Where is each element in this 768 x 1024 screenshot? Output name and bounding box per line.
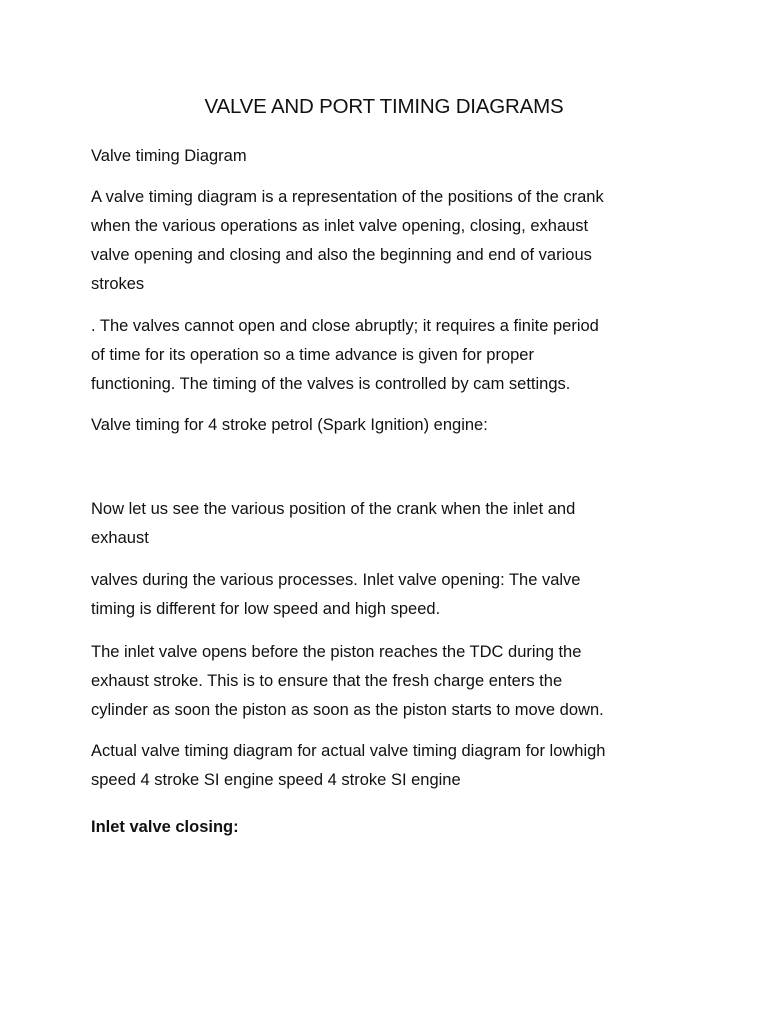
paragraph-valve-operation: . The valves cannot open and close abruptly; it requires a finite period of time for its operation so a time advance is given for proper functioning. The timing of the valves is controlled by cam settings. bbox=[91, 317, 599, 393]
paragraph-inlet-before-tdc: The inlet valve opens before the piston reaches the TDC during the exhaust stroke. This is to ensure that the fresh charge enters the cylinder as soon the piston as soon as the piston starts to move down. bbox=[91, 643, 604, 719]
section-heading: Valve timing Diagram bbox=[91, 147, 247, 165]
paragraph-crank-positions: Now let us see the various position of the crank when the inlet and exhaust bbox=[91, 500, 576, 547]
paragraph-inlet-opening: valves during the various processes. Inlet valve opening: The valve timing is different for low speed and high speed. bbox=[91, 571, 581, 618]
paragraph-petrol-engine: Valve timing for 4 stroke petrol (Spark Ignition) engine: bbox=[91, 416, 488, 434]
page-title: VALVE AND PORT TIMING DIAGRAMS bbox=[204, 95, 564, 118]
paragraph-definition: A valve timing diagram is a representation of the positions of the crank when the various operations as inlet valve opening, closing, exhaust valve opening and closing and also the beginning and end of various strokes bbox=[91, 188, 604, 293]
inlet-valve-closing-heading: Inlet valve closing: bbox=[91, 818, 239, 836]
paragraph-actual-timing: Actual valve timing diagram for actual valve timing diagram for lowhigh speed 4 stroke SI engine speed 4 stroke SI engine bbox=[91, 742, 606, 789]
